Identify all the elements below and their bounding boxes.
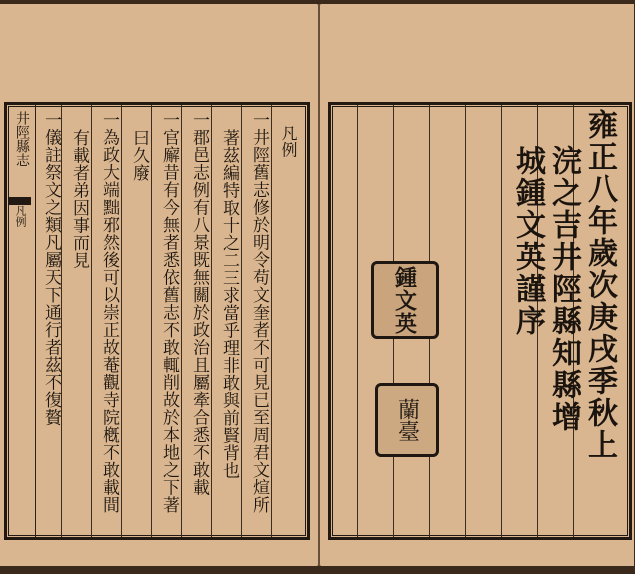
text-column: 著茲編特取十之二三求當乎理非敢與前賢背也 xyxy=(219,129,239,479)
right-page-frame xyxy=(328,102,632,540)
banxin-title: 井陘縣志 xyxy=(14,111,30,167)
text-column: 曰久廢 xyxy=(129,129,149,182)
text-column: 一郡邑志例有八景既無關於政治且屬牽合悉不敢載 xyxy=(189,111,209,496)
text-column: 一井陘舊志修於明令苟文奎者不可見已至周君文煊所 xyxy=(249,111,269,514)
preface-column: 浣之吉井陘縣知縣增 xyxy=(546,145,581,433)
left-page-frame xyxy=(4,102,310,540)
preface-column: 雍正八年歲次庚戌季秋上 xyxy=(582,109,617,461)
section-heading: 凡例 xyxy=(279,125,298,158)
text-column: 一官廨昔有今無者悉依舊志不敢輒削故於本地之下著 xyxy=(159,111,179,514)
left-banxin xyxy=(7,105,36,537)
preface-column: 城鍾文英謹序 xyxy=(510,145,545,337)
left-page xyxy=(0,4,318,566)
text-column: 一儀註祭文之類凡屬天下通行者茲不復贅 xyxy=(41,111,61,426)
author-name-seal: 鍾文英 xyxy=(371,261,439,339)
lantai-seal: 蘭臺 xyxy=(375,383,439,457)
fishtail-mark xyxy=(9,197,31,205)
text-column: 一為政大端黜邪然後可以崇正故菴觀寺院槪不敢載間 xyxy=(99,111,119,514)
right-page xyxy=(320,4,634,566)
text-column: 有載者弟因事而見 xyxy=(69,129,89,269)
banxin-section: 凡例 xyxy=(14,205,27,227)
